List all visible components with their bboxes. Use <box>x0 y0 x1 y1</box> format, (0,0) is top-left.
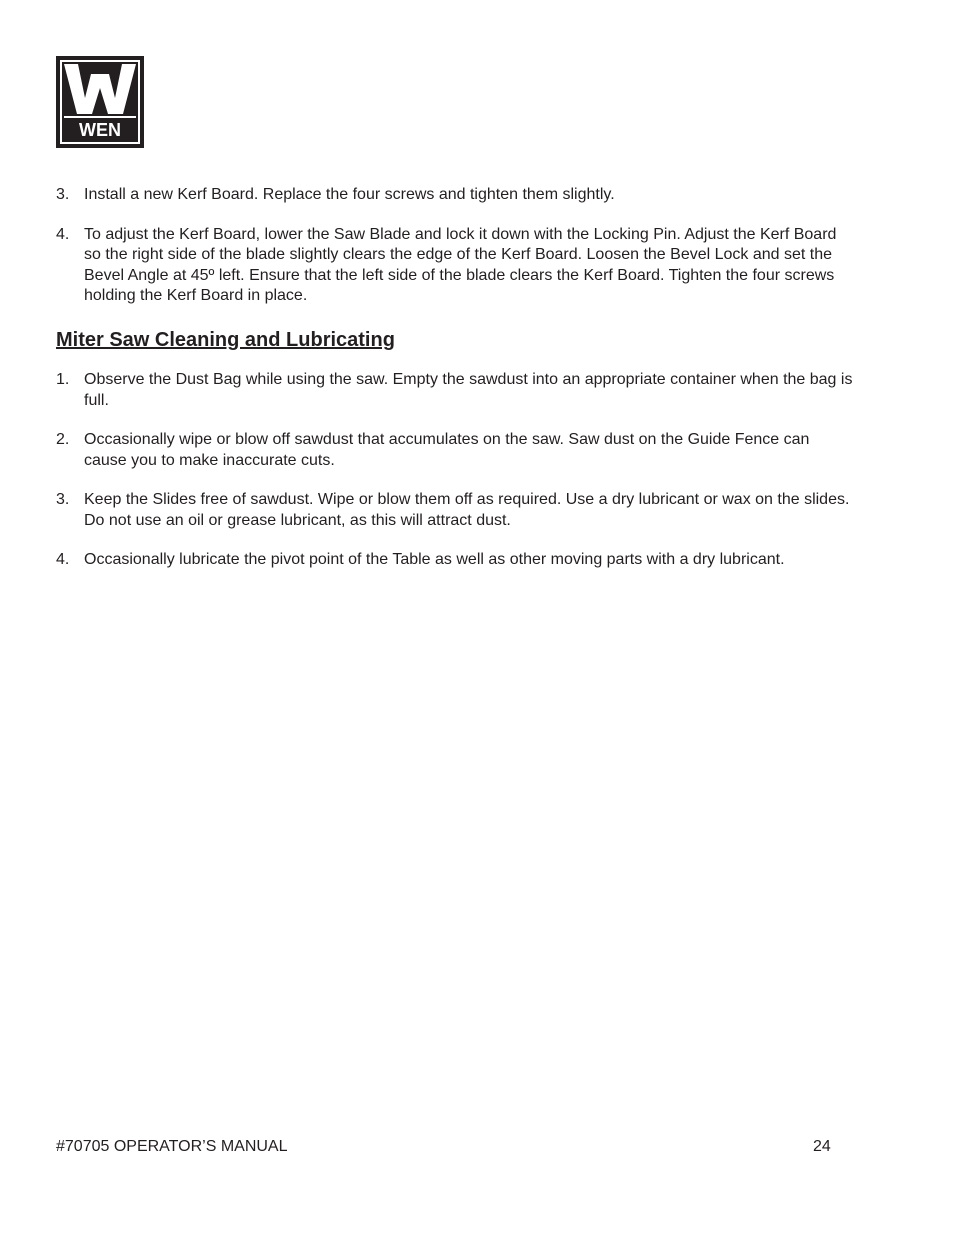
step-text: Keep the Slides free of sawdust. Wipe or blow them off as required. Use a dry lubricant or wax on the slides. Do not use an oil or grease lubricant, as this will attract dust. <box>84 491 850 529</box>
step-text: Occasionally lubricate the pivot point of the Table as well as other moving parts with a dry lubricant. <box>84 551 785 568</box>
list-item <box>56 430 856 471</box>
step-number: 3. <box>56 491 70 508</box>
list-item <box>56 490 856 531</box>
step-number: 4. <box>56 551 70 568</box>
step-text: Install a new Kerf Board. Replace the four screws and tighten them slightly. <box>84 186 615 203</box>
step-text: To adjust the Kerf Board, lower the Saw Blade and lock it down with the Locking Pin. Adjust the Kerf Board so the right side of the blade slightly clears the edge of the Kerf Board. Loosen the Bevel Lock and set the Bevel Angle at 45º left. Ensure that the left side of the blade clears the Kerf Board. Tighten the four screws holding the Kerf Board in place. <box>84 225 837 304</box>
cleaning-steps <box>56 370 856 571</box>
step-text: Occasionally wipe or blow off sawdust that accumulates on the saw. Saw dust on the Guide Fence can cause you to make inaccurate cuts. <box>84 431 810 469</box>
footer-manual-title: #70705 OPERATOR’S MANUAL <box>56 1138 288 1155</box>
list-item <box>56 225 856 307</box>
list-item <box>56 550 856 571</box>
step-number: 1. <box>56 371 70 388</box>
list-item <box>56 185 856 206</box>
kerf-board-steps <box>56 185 856 307</box>
step-number: 3. <box>56 186 70 203</box>
section-heading: Miter Saw Cleaning and Lubricating <box>56 329 395 351</box>
list-item <box>56 370 856 411</box>
step-number: 4. <box>56 225 70 243</box>
page-number: 24 <box>813 1138 831 1155</box>
step-text: Observe the Dust Bag while using the saw. Empty the sawdust into an appropriate container when the bag is full. <box>84 371 853 409</box>
wen-logo-icon <box>56 56 144 148</box>
logo-wordmark: WEN <box>79 120 121 140</box>
step-number: 2. <box>56 431 70 448</box>
